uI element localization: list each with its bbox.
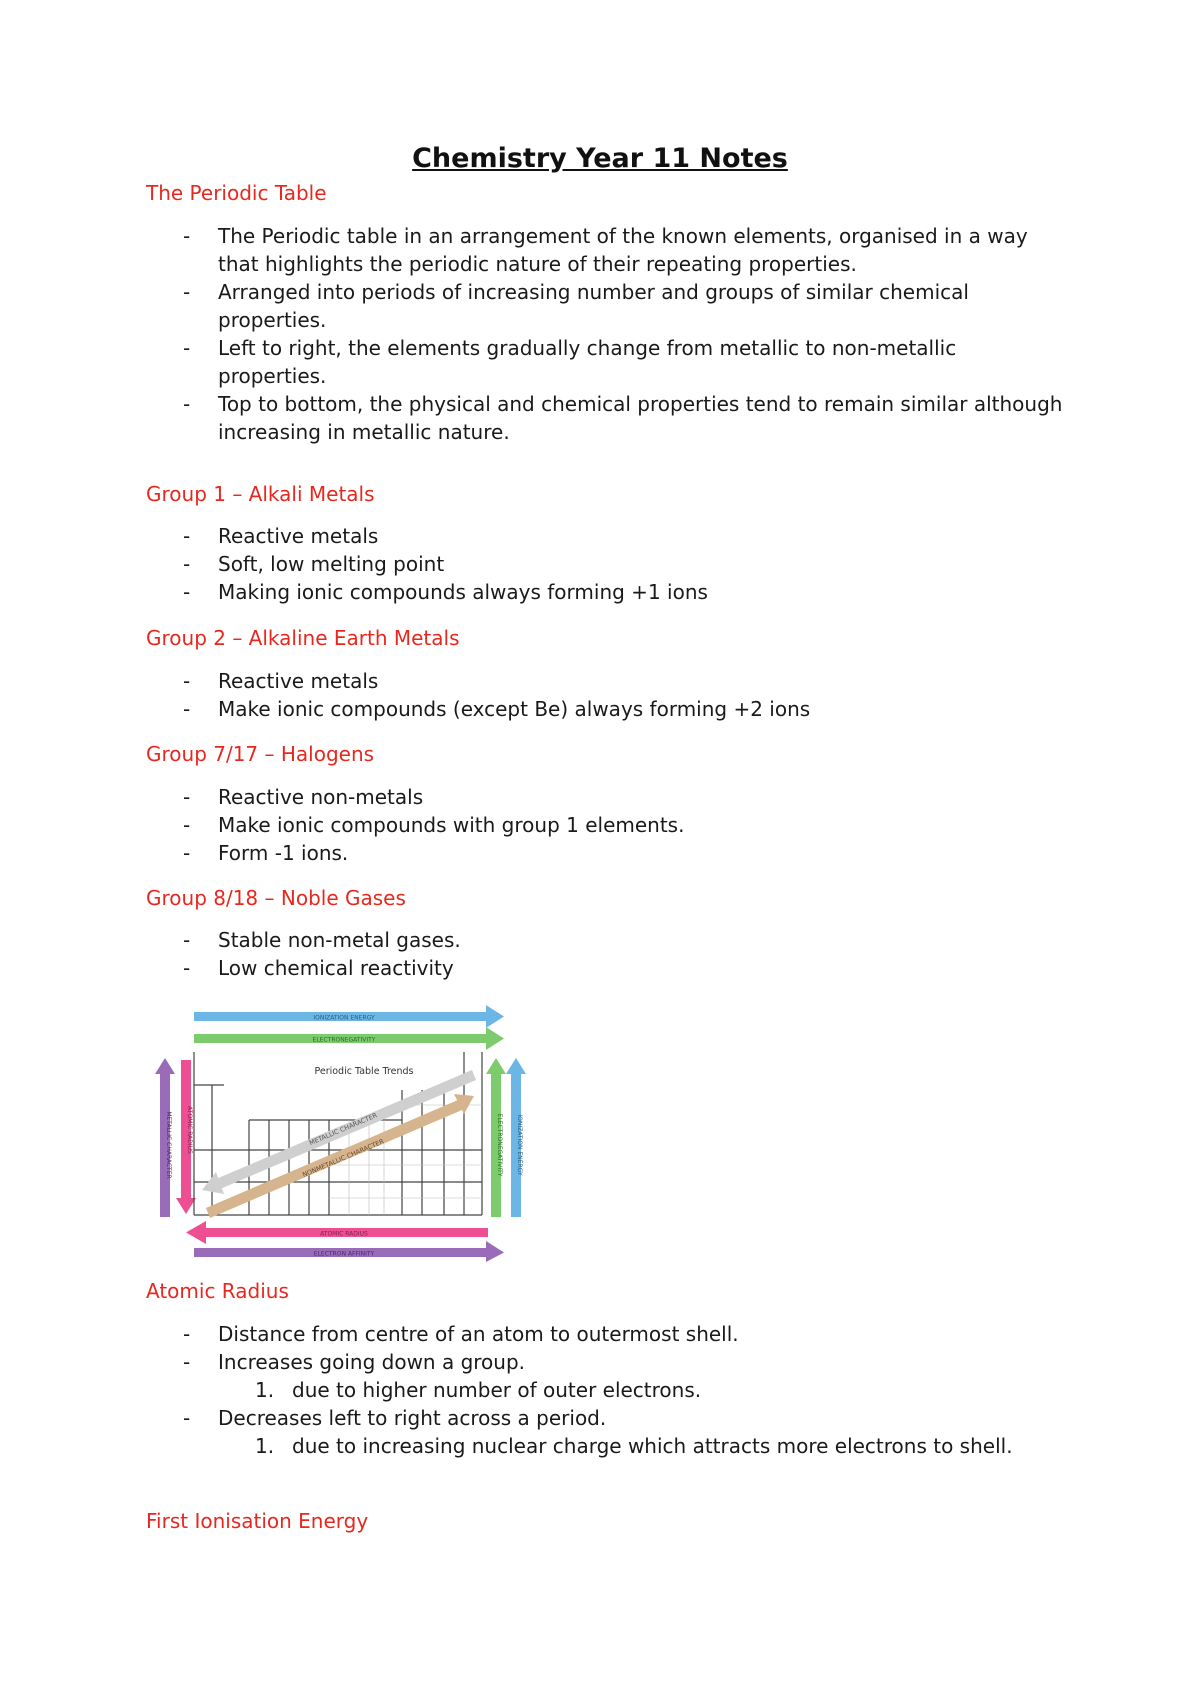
list-item: - Reactive metals — [183, 669, 379, 693]
bullet-list-group-1 — [0, 522, 1200, 606]
arrow-electron-affinity-bottom — [194, 1241, 504, 1262]
list-item: - Form -1 ions. — [183, 841, 349, 865]
arrow-atomic-radius-bottom — [186, 1221, 488, 1244]
arrow-label: ATOMIC RADIUS — [186, 1106, 193, 1154]
heading-group-2: Group 2 – Alkaline Earth Metals — [146, 626, 460, 650]
periodic-trends-figure — [154, 1000, 574, 1262]
heading-atomic-radius: Atomic Radius — [146, 1279, 289, 1303]
list-item: - The Periodic table in an arrangement of the known elements, organised in a way that highlights the periodic nature of their repeating properties. — [183, 224, 1028, 276]
heading-periodic-table: The Periodic Table — [146, 181, 327, 205]
arrow-nonmetallic-character-diagonal — [206, 1094, 474, 1218]
arrow-ionization-energy-right — [506, 1058, 526, 1217]
list-item: - Distance from centre of an atom to outermost shell. — [183, 1322, 739, 1346]
list-item: - Make ionic compounds (except Be) always forming +2 ions — [183, 697, 811, 721]
list-item: - Increases going down a group. — [183, 1350, 526, 1374]
arrow-label: IONIZATION ENERGY — [313, 1014, 375, 1022]
figure-title: Periodic Table Trends — [314, 1066, 414, 1077]
list-item: - Decreases left to right across a period. — [183, 1406, 607, 1430]
list-item: - Soft, low melting point — [183, 552, 445, 576]
periodic-trends-diagram — [154, 1000, 574, 1262]
heading-first-ionisation-energy: First Ionisation Energy — [146, 1509, 369, 1533]
arrow-electronegativity-right — [486, 1058, 506, 1217]
bullet-list-group-2 — [0, 667, 1200, 723]
arrow-ionization-energy-top — [194, 1005, 504, 1028]
list-item: - Left to right, the elements gradually change from metallic to non-metallic properties. — [183, 336, 957, 388]
list-item: - Stable non-metal gases. — [183, 928, 461, 952]
bullet-list-group-18 — [0, 926, 1200, 982]
list-item: - Reactive metals — [183, 524, 379, 548]
heading-group-17: Group 7/17 – Halogens — [146, 742, 375, 766]
arrow-label: METALLIC CHARACTER — [165, 1111, 172, 1179]
list-item: - Low chemical reactivity — [183, 956, 454, 980]
list-item: - Reactive non-metals — [183, 785, 424, 809]
heading-group-1: Group 1 – Alkali Metals — [146, 482, 375, 506]
document-title: Chemistry Year 11 Notes — [412, 143, 788, 174]
list-item: - Top to bottom, the physical and chemical properties tend to remain similar although increasing in metallic nature. — [183, 392, 1063, 444]
bullet-list-group-17 — [0, 783, 1200, 867]
arrow-label: METALLIC CHARACTER — [308, 1111, 379, 1148]
arrow-label: ATOMIC RADIUS — [320, 1230, 368, 1238]
arrow-metallic-character-left — [155, 1058, 175, 1217]
arrow-label: ELECTRONEGATIVITY — [312, 1036, 376, 1044]
arrow-metallic-character-diagonal — [202, 1070, 476, 1194]
numbered-sub-item: 1. due to higher number of outer electrons. — [255, 1378, 702, 1402]
arrow-electronegativity-top — [194, 1027, 504, 1050]
arrow-label: ELECTRON AFFINITY — [313, 1250, 375, 1258]
numbered-sub-item: 1. due to increasing nuclear charge which attracts more electrons to shell. — [255, 1434, 1013, 1458]
heading-group-18: Group 8/18 – Noble Gases — [146, 886, 406, 910]
arrow-label: ELECTRONEGATIVITY — [496, 1113, 503, 1177]
bullet-list-atomic-radius — [0, 1320, 1200, 1460]
list-item: - Making ionic compounds always forming +1 ions — [183, 580, 708, 604]
list-item: - Make ionic compounds with group 1 elements. — [183, 813, 685, 837]
arrow-label: NONMETALLIC CHARACTER — [301, 1137, 386, 1179]
list-item: - Arranged into periods of increasing number and groups of similar chemical properties. — [183, 280, 969, 332]
arrow-label: IONIZATION ENERGY — [516, 1114, 523, 1176]
arrow-atomic-radius-left — [176, 1060, 196, 1214]
bullet-list-periodic-table — [0, 222, 1200, 446]
